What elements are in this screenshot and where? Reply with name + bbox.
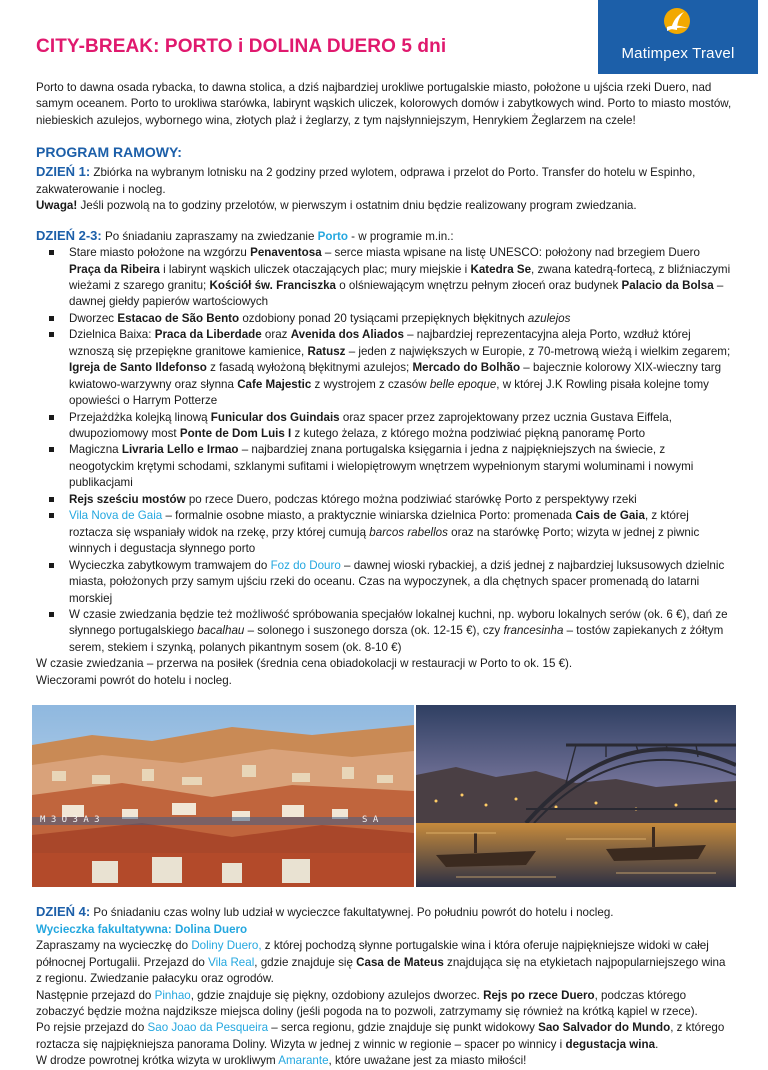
day4-p1: Zapraszamy na wycieczkę do Doliny Duero, z której pochodzą słynne portugalskie wina i która oferuje najpiękniejsze widoki w całej północnej Portugalii. Przejazd do Vila Real, gdzie znajduje się Casa de Mateus znajdująca się na etykietach najpopularniejszego wina z regionu. Zwiedzanie pałacyku oraz ogrodów. bbox=[36, 939, 726, 986]
list-item: Rejs sześciu mostów po rzece Duero, podczas którego można podziwiać starówkę Porto z perspektywy rzeki bbox=[69, 492, 732, 508]
day23-after: W czasie zwiedzania – przerwa na posiłek (średnia cena obiadokolacji w restauracji w Porto to ok. 15 €). Wieczorami powrót do hotelu i nocleg. bbox=[36, 657, 573, 687]
header bbox=[36, 0, 735, 66]
warning-text: Jeśli pozwolą na to godziny przelotów, w pierwszym i ostatnim dniu będzie realizowany program zwiedzania. bbox=[80, 199, 637, 213]
list-item: Wycieczka zabytkowym tramwajem do Foz do Douro – dawnej wioski rybackiej, a dziś jednej z najbardziej luksusowych dzielnic miasta, położonych przy samym ujściu rzeki do oceanu. Czas na wypoczynek, a dla chętnych spacer promenadą do latarni morskiej bbox=[69, 558, 732, 607]
list-item: Magiczna Livraria Lello e Irmao – najbardziej znana portugalska księgarnia i jedna z najpiękniejszych na świecie, z neogotyckim krętymi schodami, szklanymi sufitami i wielopiętrowym wnętrzem wypełnionym starymi woluminami i nowymi publikacjami bbox=[69, 442, 732, 491]
list-item: Vila Nova de Gaia – formalnie osobne miasto, a praktycznie winiarska dzielnica Porto: promenada Cais de Gaia, z której roztacza się wspaniały widok na rzekę, przy której cumują barcos rabellos oraz na starówkę Porto; wizyta w jednej z piwnic winnych i degustacja słynnego porto bbox=[69, 508, 732, 557]
list-item: Dworzec Estacao de São Bento ozdobiony ponad 20 tysiącami przepięknych błękitnych azulejos bbox=[69, 311, 732, 327]
page-title: CITY-BREAK: PORTO i DOLINA DUERO 5 dni bbox=[36, 36, 447, 57]
photo-strip bbox=[32, 705, 736, 887]
excursion-title: Wycieczka fakultatywna: Dolina Duero bbox=[36, 922, 248, 936]
list-item: W czasie zwiedzania będzie też możliwość spróbowania specjałów lokalnej kuchni, np. wyboru lokalnych serów (ok. 6 €), dań ze słynnego portugalskiego bacalhau – solonego i suszonego dorsza (ok. 12-15 €), czy francesinha – tostów zapiekanych z żółtym serem, stekiem i szynką, polanych pikantnym sosem (ok. 8-10 €) bbox=[69, 607, 732, 656]
porto-link: Porto bbox=[317, 229, 348, 243]
photo-dom-luis-bridge bbox=[416, 705, 736, 887]
intro-paragraph: Porto to dawna osada rybacka, to dawna stolica, a dziś najbardziej urokliwe portugalskie miasto, położone u ujścia rzeki Duero, nad samym oceanem. Porto to urokliwa starówka, labirynt wąskich uliczek, kolorowych domów i zabytkowych wind. Porto to miasto mostów, niebieskich azulejos, wybornego wina, złotych plaż i żeglarzy, z tym najsłynniejszym, Henrykiem Żeglarzem na czele! bbox=[36, 81, 732, 127]
day4-p3: Po rejsie przejazd do Sao Joao da Pesqueira – serca regionu, gdzie znajduje się punkt widokowy Sao Salvador do Mundo, z którego roztacza się najpiękniejsza panorama Doliny. Wizyta w jednej z winnic w regionie – spacer po winnicy i degustacja wina. bbox=[36, 1021, 725, 1051]
sign-text-right: S A bbox=[362, 815, 379, 826]
company-logo[interactable] bbox=[598, 0, 758, 74]
list-item: Dzielnica Baixa: Praca da Liberdade oraz Avenida dos Aliados – najbardziej reprezentacyjna aleja Porto, wzdłuż której wznoszą się przepiękne granitowe kamienice, Ratusz – jeden z największych w Europie, z 70-metrową wieżą i wielkim zegarem; Igreja de Santo Ildefonso z fasadą wyłożoną błękitnymi azulejos; Mercado do Bolhão – bajecznie kolorowy XIX-wieczny targ kwiatowo-warzywny oraz słynna Cafe Majestic z wystrojem z czasów belle epoque, w której J.K Rowling pisała kolejne tomy opowieści o Harrym Potterze bbox=[69, 327, 732, 409]
logo-sun-icon bbox=[662, 6, 692, 36]
day1-label: DZIEŃ 1: bbox=[36, 164, 91, 180]
logo-text: Matimpex Travel bbox=[621, 45, 735, 62]
list-item: Stare miasto położone na wzgórzu Penaventosa – serce miasta wpisane na listę UNESCO: położony nad brzegiem Duero Praça da Ribeira i labirynt wąskich uliczek otaczających plac; mury miejskie i Katedra Se, zwana katedrą-fortecą, z bliźniaczymi wieżami z szarego granitu; Kościół św. Franciszka o olśniewającym wnętrzu pełnym złoceń oraz budynek Palacio da Bolsa – dawnej giełdy papierów wartościowych bbox=[69, 245, 732, 311]
day4-paragraph: DZIEŃ 4: Po śniadaniu czas wolny lub udział w wycieczce fakultatywnej. Po południu powrót do hotelu i nocleg. bbox=[36, 904, 614, 920]
photo-porto-rooftops bbox=[32, 705, 414, 887]
day23-intro: DZIEŃ 2-3: Po śniadaniu zapraszamy na zwiedzanie Porto - w programie m.in.: bbox=[36, 227, 454, 243]
list-item: Przejażdżka kolejką linową Funicular dos Guindais oraz spacer przez zaprojektowany przez ucznia Gustava Eiffela, dwupoziomowy most Ponte de Dom Luis I z kutego żelaza, z którego można podziwiać piękną panoramę Porto bbox=[69, 410, 732, 443]
day4-label: DZIEŃ 4: bbox=[36, 904, 91, 920]
day23-label: DZIEŃ 2-3: bbox=[36, 227, 102, 243]
day4-p4: W drodze powrotnej krótka wizyta w urokliwym Amarante, które uważane jest za miasto miłości! bbox=[36, 1054, 527, 1068]
day1-paragraph bbox=[36, 163, 732, 214]
day1-text: Zbiórka na wybranym lotnisku na 2 godziny przed wylotem, odprawa i przelot do Porto. Transfer do hotelu w Espinho, zakwaterowanie i nocleg. bbox=[36, 166, 696, 196]
document-page bbox=[36, 0, 735, 1070]
day23-list bbox=[36, 245, 732, 656]
program-title: PROGRAM RAMOWY: bbox=[36, 144, 182, 161]
warning-label: Uwaga! bbox=[36, 199, 78, 213]
sign-text: M 3 O 3 A 3 bbox=[40, 815, 100, 826]
day4-p2: Następnie przejazd do Pinhao, gdzie znajduje się piękny, ozdobiony azulejos dworzec. Rejs po rzece Duero, podczas którego zobaczyć będzie można najdziksze miejsca doliny (jeśli pogoda na to pozwoli, zatrzymamy się również na krótką kąpiel w rzece). bbox=[36, 988, 698, 1018]
